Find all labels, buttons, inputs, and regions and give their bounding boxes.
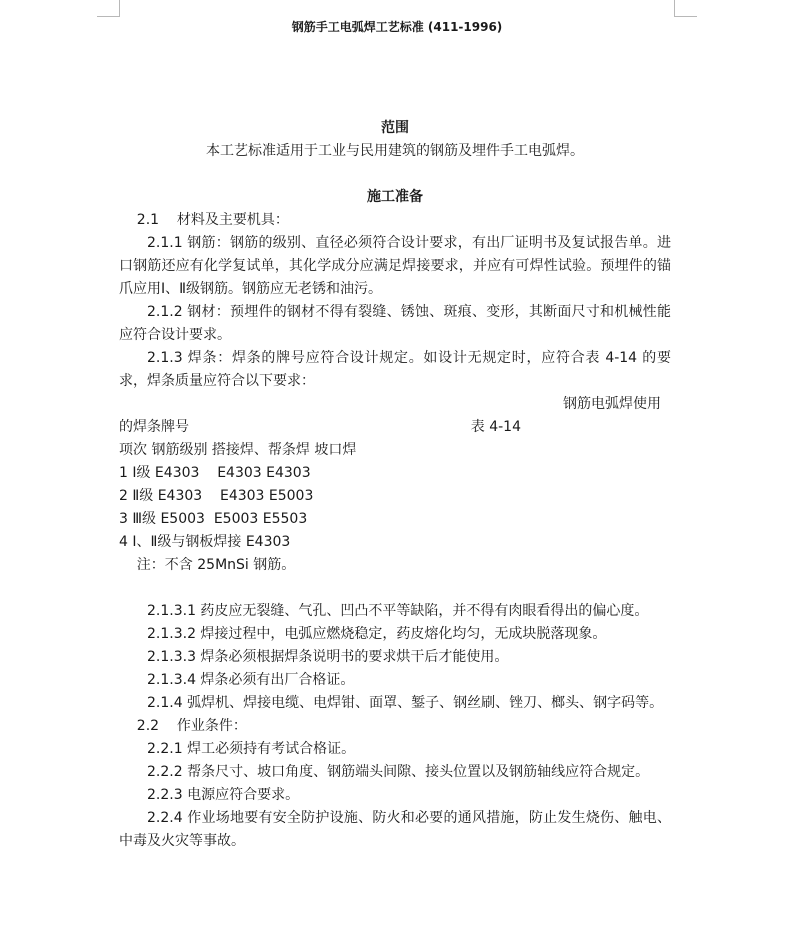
table-caption-right: 钢筋电弧焊使用 xyxy=(563,396,661,412)
subsection-2-1: 2.1 材料及主要机具： xyxy=(119,212,289,228)
table-caption-left: 的焊条牌号 xyxy=(119,419,189,435)
table-row: 3 Ⅲ级 E5003 E5003 E5503 xyxy=(119,511,308,527)
scope-text: 本工艺标准适用于工业与民用建筑的钢筋及埋件手工电弧焊。 xyxy=(206,143,584,159)
paragraph-2-1-1: 2.1.1 钢筋：钢筋的级别、直径必须符合设计要求，有出厂证明书及复试报告单。进口钢筋还应有化学复试单，其化学成分应满足焊接要求，并应有可焊性试验。预埋件的锚爪应用Ⅰ、Ⅱ级钢筋。钢筋应无老锈和油污。 xyxy=(119,235,671,297)
spacer xyxy=(119,577,671,600)
table-row: 2 Ⅱ级 E4303 E4303 E5003 xyxy=(119,488,314,504)
table-header: 项次 钢筋级别 搭接焊、帮条焊 坡口焊 xyxy=(119,442,357,458)
table-note: 注：不含 25MnSi 钢筋。 xyxy=(119,557,296,573)
page-corner-mark-right xyxy=(674,0,697,17)
page-header: 钢筋手工电弧焊工艺标准 (411-1996) xyxy=(291,20,503,34)
paragraph-2-2-3: 2.2.3 电源应符合要求。 xyxy=(147,787,300,803)
table-number: 表 4-14 xyxy=(470,419,521,435)
paragraph-2-1-2: 2.1.2 钢材：预埋件的钢材不得有裂缝、锈蚀、斑痕、变形，其断面尺寸和机械性能应符合设计要求。 xyxy=(119,304,671,343)
paragraph-2-1-3-4: 2.1.3.4 焊条必须有出厂合格证。 xyxy=(147,672,355,688)
table-row: 4 Ⅰ、Ⅱ级与钢板焊接 E4303 xyxy=(119,534,291,550)
paragraph-2-2-4: 2.2.4 作业场地要有安全防护设施、防火和必要的通风措施，防止发生烧伤、触电、中毒及火灾等事故。 xyxy=(119,810,671,849)
document-body xyxy=(119,117,671,853)
paragraph-2-1-3: 2.1.3 焊条：焊条的牌号应符合设计规定。如设计无规定时，应符合表 4-14 的要求，焊条质量应符合以下要求： xyxy=(119,350,671,389)
paragraph-2-1-3-1: 2.1.3.1 药皮应无裂缝、气孔、凹凸不平等缺陷，并不得有肉眼看得出的偏心度。 xyxy=(147,603,649,619)
section-title-prep: 施工准备 xyxy=(367,189,423,205)
table-row: 1 Ⅰ级 E4303 E4303 E4303 xyxy=(119,465,311,481)
page-corner-mark-left xyxy=(97,0,120,17)
paragraph-2-1-4: 2.1.4 弧焊机、焊接电缆、电焊钳、面罩、錾子、钢丝刷、锉刀、榔头、钢字码等。 xyxy=(147,695,664,711)
spacer xyxy=(119,163,671,186)
paragraph-2-1-3-3: 2.1.3.3 焊条必须根据焊条说明书的要求烘干后才能使用。 xyxy=(147,649,509,665)
paragraph-2-2-1: 2.2.1 焊工必须持有考试合格证。 xyxy=(147,741,356,757)
paragraph-2-2-2: 2.2.2 帮条尺寸、坡口角度、钢筋端头间隙、接头位置以及钢筋轴线应符合规定。 xyxy=(147,764,650,780)
paragraph-2-1-3-2: 2.1.3.2 焊接过程中，电弧应燃烧稳定，药皮熔化均匀，无成块脱落现象。 xyxy=(147,626,607,642)
section-title-scope: 范围 xyxy=(381,120,409,136)
table-caption-row xyxy=(119,416,671,439)
subsection-2-2: 2.2 作业条件： xyxy=(119,718,247,734)
